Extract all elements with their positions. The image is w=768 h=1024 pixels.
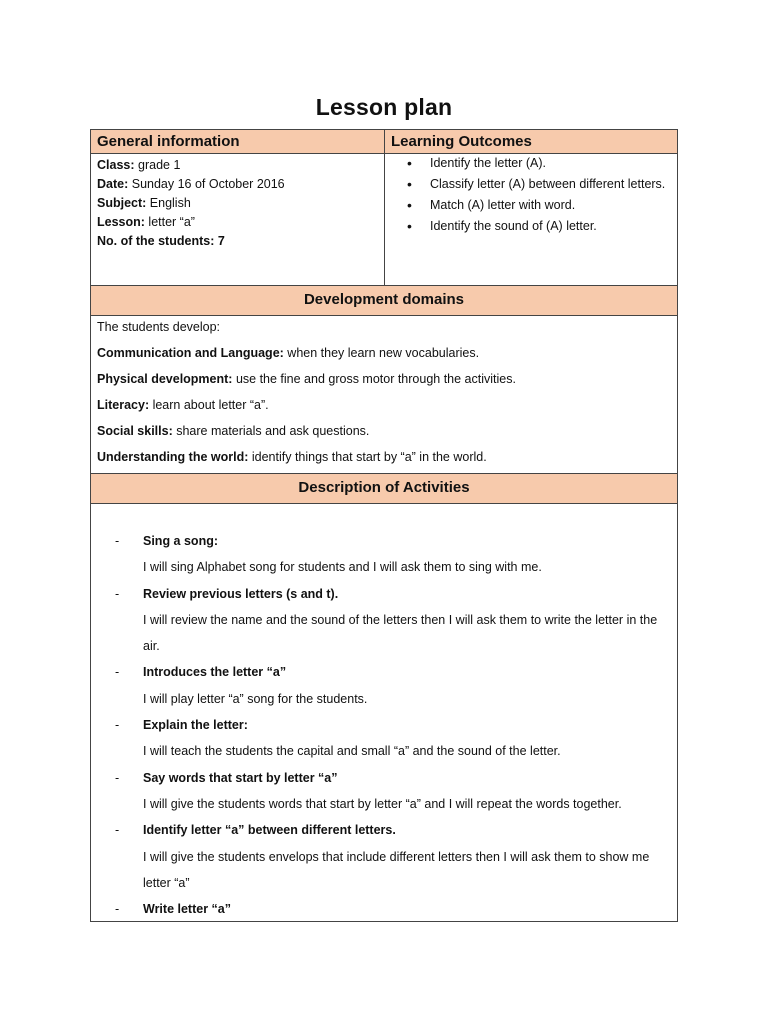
domains-intro: The students develop: — [97, 320, 220, 334]
activities-cell — [91, 504, 677, 921]
domains-header-row — [91, 286, 677, 316]
activity-item — [115, 765, 669, 818]
domain-item — [97, 448, 671, 467]
lesson-plan-table — [90, 129, 678, 922]
general-information-cell — [91, 154, 385, 285]
field-label: Subject: — [97, 196, 147, 210]
dash-bullet: - — [115, 534, 120, 548]
outcome-item: • Identify the letter (A). — [405, 154, 671, 172]
domain-label: Social skills: — [97, 424, 173, 438]
domain-item — [97, 396, 671, 415]
activities-row — [91, 504, 677, 921]
activity-item — [115, 896, 669, 922]
activity-item — [115, 528, 669, 581]
field-class — [97, 156, 378, 175]
activity-description: I will sing Alphabet song for students and I will ask them to sing with me. — [143, 560, 542, 575]
activity-title: Sing a song: — [143, 534, 218, 548]
outcome-item: • Identify the sound of (A) letter. — [405, 217, 671, 235]
field-students — [97, 232, 378, 251]
outcomes-list — [405, 154, 671, 235]
learning-outcomes-cell — [385, 154, 677, 285]
activity-title: Introduces the letter “a” — [143, 665, 287, 680]
dash-bullet: - — [115, 586, 120, 601]
activity-body — [143, 712, 561, 765]
domain-text: identify things that start by “a” in the world. — [248, 450, 487, 464]
field-value: Sunday 16 of October 2016 — [128, 177, 285, 191]
domain-item — [97, 422, 671, 441]
domain-label: Literacy: — [97, 398, 150, 412]
activity-title: Write letter “a” — [143, 902, 231, 917]
activity-description: I will give the students words that start by letter “a” and I will repeat the words together. — [143, 796, 622, 811]
activity-title: Explain the letter: — [143, 718, 248, 733]
activity-body — [143, 765, 622, 818]
domains-row — [91, 316, 677, 474]
activity-body — [143, 581, 669, 660]
activity-body — [143, 896, 231, 922]
header-row-top — [91, 130, 677, 154]
field-date — [97, 175, 378, 194]
activity-body — [143, 817, 669, 896]
domain-text: learn about letter “a”. — [149, 398, 269, 412]
outcome-item: • Match (A) letter with word. — [405, 196, 671, 214]
page-title: Lesson plan — [315, 94, 453, 120]
field-label: Class: — [97, 158, 135, 172]
activity-item — [115, 712, 669, 765]
development-domains-cell — [91, 316, 677, 473]
dash-bullet: - — [115, 770, 120, 785]
field-value: grade 1 — [134, 158, 181, 172]
activity-body — [143, 659, 367, 712]
field-value: letter “a” — [144, 215, 195, 229]
domain-label: Communication and Language: — [97, 346, 284, 360]
dash-bullet: - — [115, 665, 120, 680]
activity-description: I will play letter “a” song for the students. — [143, 691, 368, 706]
field-label: Date: — [97, 177, 129, 191]
dash-bullet: - — [115, 823, 120, 838]
field-label: Lesson: — [97, 215, 145, 229]
info-row — [91, 154, 677, 286]
field-value: 7 — [214, 234, 225, 248]
dash-bullet: - — [115, 902, 120, 917]
field-lesson — [97, 213, 378, 232]
domain-item — [97, 370, 671, 389]
activity-description: I will give the students envelops that include different letters then I will ask them to show me letter “a” — [143, 849, 650, 890]
description-of-activities-header: Description of Activities — [91, 474, 677, 503]
activity-item — [115, 659, 669, 712]
field-subject — [97, 194, 378, 213]
domain-text: use the fine and gross motor through the activities. — [232, 372, 516, 386]
general-information-header: General information — [91, 130, 385, 153]
domain-label: Physical development: — [97, 372, 233, 386]
domain-item — [97, 344, 671, 363]
domain-text: share materials and ask questions. — [172, 424, 370, 438]
activity-description: I will teach the students the capital and small “a” and the sound of the letter. — [143, 744, 561, 759]
activity-description: I will review the name and the sound of the letters then I will ask them to write the letter in the air. — [143, 612, 658, 654]
development-domains-header: Development domains — [91, 286, 677, 315]
activity-title: Review previous letters (s and t). — [143, 586, 339, 601]
activities-header-row — [91, 474, 677, 504]
activity-item — [115, 817, 669, 896]
domain-label: Understanding the world: — [97, 450, 249, 464]
dash-bullet: - — [115, 718, 120, 733]
learning-outcomes-header: Learning Outcomes — [385, 130, 677, 153]
activity-body — [143, 528, 542, 581]
activity-title: Say words that start by letter “a” — [143, 770, 338, 785]
outcome-item: • Classify letter (A) between different letters. — [405, 175, 671, 193]
field-label: No. of the students: — [97, 234, 215, 248]
activity-title: Identify letter “a” between different letters. — [143, 823, 396, 838]
field-value: English — [146, 196, 191, 210]
domain-text: when they learn new vocabularies. — [283, 346, 480, 360]
activity-item — [115, 581, 669, 660]
